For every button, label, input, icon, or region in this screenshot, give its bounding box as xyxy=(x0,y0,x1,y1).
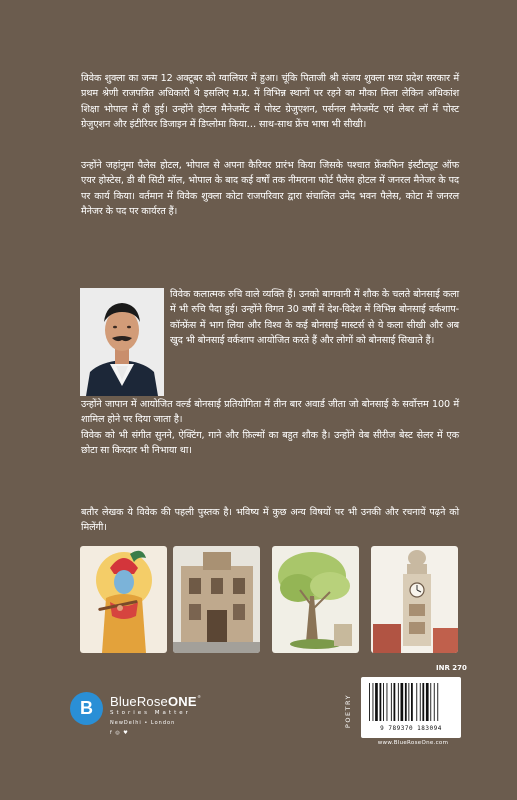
bio-paragraph-birth-education: विवेक शुक्ला का जन्म 12 अक्टूबर को ग्वालियर में हुआ। चूंकि पिताजी श्री संजय शुक्ला मध्य प्रदेश सरकार में प्रथम श्रेणी राजपत्रित अधिकारी थे इसलिए म.प्र. में विभिन्न स्थानों पर रहने का मौका मिला लेकिन अधिकांश शिक्षा भोपाल में ही हुई। उन्होंने होटल मैनेजमेंट में पोस्ट ग्रेजुएशन, पर्सनल मैनेजमेंट एवं लेबर लॉ में पोस्ट ग्रेजुएशन और इंटीरियर डिजाइन में डिप्लोमा किया… साथ-साथ फ्रेंच भाषा भी सीखी। xyxy=(81,73,459,131)
bio-paragraph-award: उन्होंने जापान में आयोजित वर्ल्ड बोनसाई प्रतियोगिता में तीन बार अवार्ड जीता जो बोनसाई के सर्वोत्तम 100 में शामिल होने पर दिया जाता है। xyxy=(81,399,459,426)
bio-paragraph-career: उन्होंने जहांनुमा पैलेस होटल, भोपाल से अपना कैरियर प्रारंभ किया जिसके पश्चात फ्रेंकफिन इंस्टीट्यूट ऑफ एयर होस्टेस, डी बी सिटी मॉल, भोपाल के बाद कई वर्षों तक नीमराना फोर्ट पैलेस होटल में जनरल मैनेजर के पद पर कार्य किया। वर्तमान में विवेक शुक्ला कोटा राजपरिवार द्वारा संचालित उमेद भवन पैलेस, कोटा में जनरल मैनेजर के पद पर कार्यरत हैं। xyxy=(81,160,459,218)
publisher-registered-mark: ® xyxy=(197,694,201,699)
painting-krishna xyxy=(80,546,167,653)
bio-paragraph-hobbies: विवेक को भी संगीत सुनने, ऐक्टिंग, गाने और फ़िल्मों का बहुत शौक है। उन्होंने वेब सीरीज बेस्ट सेलर में एक छोटा सा किरदार भी निभाया था। xyxy=(81,430,459,457)
painting-clocktower xyxy=(371,546,458,653)
isbn-number: 9 789370 183094 xyxy=(380,725,442,732)
painting-haveli xyxy=(173,546,260,653)
bio-paragraph-first-book: बतौर लेखक ये विवेक की पहली पुस्तक है। भविष्य में कुछ अन्य विषयों पर भी उनकी और रचनायें पढ़ने को मिलेंगी। xyxy=(81,507,459,534)
publisher-name xyxy=(110,694,201,709)
genre-text: POETRY xyxy=(344,693,352,729)
author-photo xyxy=(80,288,164,396)
publisher-tagline: Stories Matter xyxy=(110,710,191,716)
publisher-block xyxy=(70,689,230,739)
publisher-name-part2: ONE xyxy=(167,694,197,709)
painting-tree xyxy=(272,546,359,653)
publisher-social-icons: f ◎ ♥ xyxy=(110,730,129,736)
bluerose-logo-icon: B xyxy=(70,692,103,725)
publisher-locations: NewDelhi • London xyxy=(110,720,176,726)
barcode-icon xyxy=(361,677,461,723)
publisher-name-part1: BlueRose xyxy=(110,694,168,709)
barcode-box xyxy=(361,677,461,738)
publisher-website: www.BlueRoseOne.com xyxy=(377,740,449,746)
bio-paragraph-bonsai: विवेक कलात्मक रुचि वाले व्यक्ति हैं। उनको बागवानी में शौक के चलते बोनसाई कला में भी रुचि पैदा हुई। उन्होंने विगत 30 वर्षों में देश-विदेश में विभिन्न बोनसाई वर्कशाप-कॉन्फ्रेंस में भाग लिया और विश्व के कई बोनसाई मास्टर्स से ये कला सीखी और अब खुद भी बोनसाई वर्कशाप आयोजित करते हैं और लोगों को बोनसाई सिखाते हैं। xyxy=(170,289,459,347)
price-label: INR 270 xyxy=(436,664,467,672)
